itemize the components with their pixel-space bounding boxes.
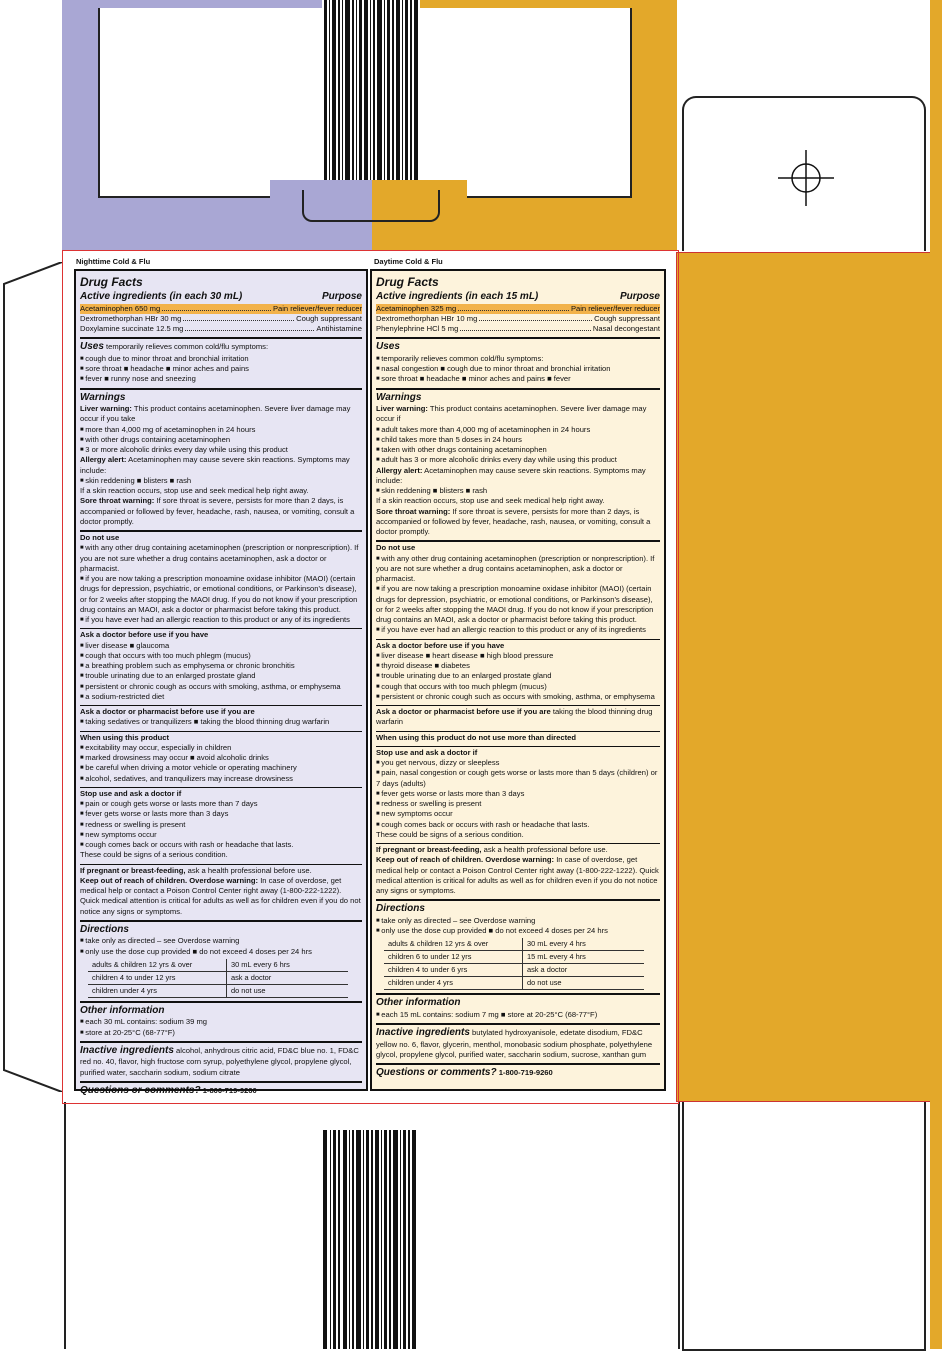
ingredient-row: Doxylamine succinate 12.5 mg Antihistamine [80,324,362,334]
ingredient-row: Phenylephrine HCl 5 mg Nasal decongestant [376,324,660,334]
stop-use-section: Stop use and ask a doctor if ■ pain or cough gets worse or lasts more than 7 days ■ fever gets worse or lasts more than 3 days ■ redness or swelling is present ■ new symptoms occur ■ cough comes back or occurs with rash or headache that lasts. These could be signs of a serious condition. [80,788,362,865]
adjacent-panel-edge [930,0,942,1349]
table-row: children 6 to under 12 yrs 15 mL every 4 hrs [384,951,644,964]
uses-section: Uses ■ temporarily relieves common cold/flu symptoms: ■ nasal congestion ■ cough due to minor throat and bronchial irritation ■ sore throat ■ headache ■ minor aches and pains ■ fever [376,339,660,389]
table-row: children under 4 yrs do not use [384,977,644,990]
ingredient-row: Dextromethorphan HBr 30 mg Cough suppressant [80,313,362,323]
table-row: children 4 to under 6 yrs ask a doctor [384,964,644,977]
side-panel-daytime [676,252,932,1102]
pregnancy-overdose-section: If pregnant or breast-feeding, ask a health professional before use. Keep out of reach of children. Overdose warning: In case of overdose, get medical help or contact a Poison Control Center right away (1-800-222-1222). Quick medical attention is critical for adults as well as for children even if you do not notice any signs or symptoms. [80,865,362,922]
do-not-use-section: Do not use ■ with any other drug containing acetaminophen (prescription or nonprescription). If you are not sure whether a drug contains acetaminophen, ask a doctor or pharmacist. ■ if you are now taking a prescription monoamine oxidase inhibitor (MAOI) (certain drugs for depression, psychiatric, or emotional conditions, or Parkinson's disease), or for 2 weeks after stopping the MAOI drug. If you do not know if your prescription drug contains an MAOI, ask a doctor or pharmacist before taking this product. ■ if you have ever had an allergic reaction to this product or any of its ingredients [376,542,660,639]
ingredient-row: Dextromethorphan HBr 10 mg Cough suppressant [376,313,660,323]
ingredient-row: Acetaminophen 650 mg Pain reliever/fever reducer [80,303,362,313]
drug-facts-nighttime [74,269,368,1096]
barcode-icon [322,0,420,180]
warnings-section: Warnings Liver warning: This product contains acetaminophen. Severe liver damage may occur if ■ adult takes more than 4,000 mg of acetaminophen in 24 hours ■ child takes more than 5 doses in 24 hours ■ taken with other drugs containing acetaminophen ■ adult has 3 or more alcoholic drinks every day while using this product Allergy alert: Acetaminophen may cause severe skin reactions. Symptoms may include: ■ skin reddening ■ blisters ■ rash If a skin reaction occurs, stop use and seek medical help right away. Sore throat warning: If sore throat is severe, persists for more than 2 days, is accompanied or followed by fever, headache, rash, nausea, or vomiting, consult a doctor promptly. [376,390,660,543]
drug-facts-title: Drug Facts [376,275,439,289]
crosshair-registration-icon [778,150,834,206]
drug-facts-daytime [370,269,666,1091]
table-row: adults & children 12 yrs & over 30 mL every 6 hrs [88,959,348,971]
other-information-section: Other information ■ each 15 mL contains: sodium 7 mg ■ store at 20-25°C (68-77°F) [376,995,660,1025]
questions-section: Questions or comments? 1-800-719-9260 [80,1084,257,1096]
do-not-use-section: Do not use ■ with any other drug containing acetaminophen (prescription or nonprescription). If you are not sure whether a drug contains acetaminophen, ask a doctor or pharmacist. ■ if you are now taking a prescription monoamine oxidase inhibitor (MAOI) (certain drugs for depression, psychiatric, or emotional conditions, or Parkinson's disease), or for 2 weeks after stopping the MAOI drug. If you do not know if your prescription drug contains an MAOI, ask a doctor or pharmacist before taking this product. ■ if you have ever had an allergic reaction to this product or any of its ingredients [80,532,362,629]
inactive-ingredients-section: Inactive ingredients butylated hydroxyanisole, edetate disodium, FD&C yellow no. 6, flavor, glycerin, menthol, monobasic sodium phosphate, polyethylene glycol, propylene glycol, purified water, saccharin sodium, sucrose, xanthan gum [376,1025,660,1065]
table-row: adults & children 12 yrs & over 30 mL every 4 hrs [384,938,644,950]
barcode-icon [322,1130,418,1349]
ask-doctor-section: Ask a doctor before use if you have ■ liver disease ■ glaucoma ■ cough that occurs with too much phlegm (mucus) ■ a breathing problem such as emphysema or chronic bronchitis ■ trouble urinating due to an enlarged prostate gland ■ persistent or chronic cough as occurs with smoking, asthma, or emphysema ■ a sodium-restricted diet [80,629,362,706]
product-name-nighttime: Nighttime Cold & Flu [76,257,151,266]
uses-section: Uses temporarily relieves common cold/flu symptoms: ■ cough due to minor throat and bronchial irritation ■ sore throat ■ headache ■ minor aches and pains ■ fever ■ runny nose and sneezing [80,339,362,389]
active-ingredients-header: Active ingredients (in each 30 mL) Purpose [80,291,362,303]
when-using-section: When using this product do not use more than directed [376,732,660,747]
ask-pharmacist-section: Ask a doctor or pharmacist before use if you are ■ taking sedatives or tranquilizers ■ taking the blood thinning drug warfarin [80,706,362,732]
ask-pharmacist-section: Ask a doctor or pharmacist before use if you are taking the blood thinning drug warfarin [376,706,660,732]
ingredient-row: Acetaminophen 325 mg Pain reliever/fever reducer [376,303,660,313]
when-using-section: When using this product ■ excitability may occur, especially in children ■ marked drowsiness may occur ■ avoid alcoholic drinks ■ be careful when driving a motor vehicle or operating machinery ■ alcohol, sedatives, and tranquilizers may increase drowsiness [80,732,362,788]
ask-doctor-section: Ask a doctor before use if you have ■ liver disease ■ heart disease ■ high blood pressure ■ thyroid disease ■ diabetes ■ trouble urinating due to an enlarged prostate gland ■ cough that occurs with too much phlegm (mucus) ■ persistent or chronic cough such as occurs with smoking, asthma, or emphysema [376,640,660,707]
directions-section: Directions ■ take only as directed – see Overdose warning ■ only use the dose cup provided ■ do not exceed 4 doses per 24 hrs adults & children 12 yrs & over 30 mL every 6 hrs children 4 to under 12 yrs ask a doctor children under 4 yrs do not use [80,922,362,1003]
drug-facts-title: Drug Facts [80,275,143,289]
side-flap-bottom [682,1102,926,1351]
table-row: children under 4 yrs do not use [88,984,348,997]
other-information-section: Other information ■ each 30 mL contains: sodium 39 mg ■ store at 20-25°C (68-77°F) [80,1003,362,1043]
product-name-daytime: Daytime Cold & Flu [374,257,443,266]
stop-use-section: Stop use and ask a doctor if ■ you get nervous, dizzy or sleepless ■ pain, nasal congestion or cough gets worse or lasts more than 5 days (children) or 7 days (adults) ■ fever gets worse or lasts more than 3 days ■ redness or swelling is present ■ new symptoms occur ■ cough comes back or occurs with rash or headache that lasts. These could be signs of a serious condition. [376,747,660,844]
glue-flap [0,262,62,1092]
pregnancy-overdose-section: If pregnant or breast-feeding, ask a health professional before use. Keep out of reach of children. Overdose warning: In case of overdose, get medical help or contact a Poison Control Center right away (1-800-222-1222). Quick medical attention is critical for adults as well as for children even if you do not notice any signs or symptoms. [376,844,660,901]
directions-section: Directions ■ take only as directed – see Overdose warning ■ only use the dose cup provided ■ do not exceed 4 doses per 24 hrs adults & children 12 yrs & over 30 mL every 4 hrs children 6 to under 12 yrs 15 mL every 4 hrs children 4 to under 6 yrs ask a doctor children under 4 yrs do not use [376,901,660,995]
tuck-slot [302,190,440,222]
table-row: children 4 to under 12 yrs ask a doctor [88,971,348,984]
dosage-table [384,938,644,990]
dosage-table [88,959,348,998]
warnings-section: Warnings Liver warning: This product contains acetaminophen. Severe liver damage may occur if you take ■ more than 4,000 mg of acetaminophen in 24 hours ■ with other drugs containing acetaminophen ■ 3 or more alcoholic drinks every day while using this product Allergy alert: Acetaminophen may cause severe skin reactions. Symptoms may include: ■ skin reddening ■ blisters ■ rash If a skin reaction occurs, stop use and seek medical help right away. Sore throat warning: If sore throat is severe, persists for more than 2 days, is accompanied or followed by fever, headache, rash, nausea, or vomiting, consult a doctor promptly. [80,390,362,533]
questions-section: Questions or comments? 1-800-719-9260 [376,1067,553,1079]
active-ingredients-header: Active ingredients (in each 15 mL) Purpose [376,291,660,303]
inactive-ingredients-section: Inactive ingredients alcohol, anhydrous citric acid, FD&C blue no. 1, FD&C red no. 40, flavor, high fructose corn syrup, polyethylene glycol, propylene glycol, purified water, saccharin sodium, sodium citrate [80,1043,362,1083]
